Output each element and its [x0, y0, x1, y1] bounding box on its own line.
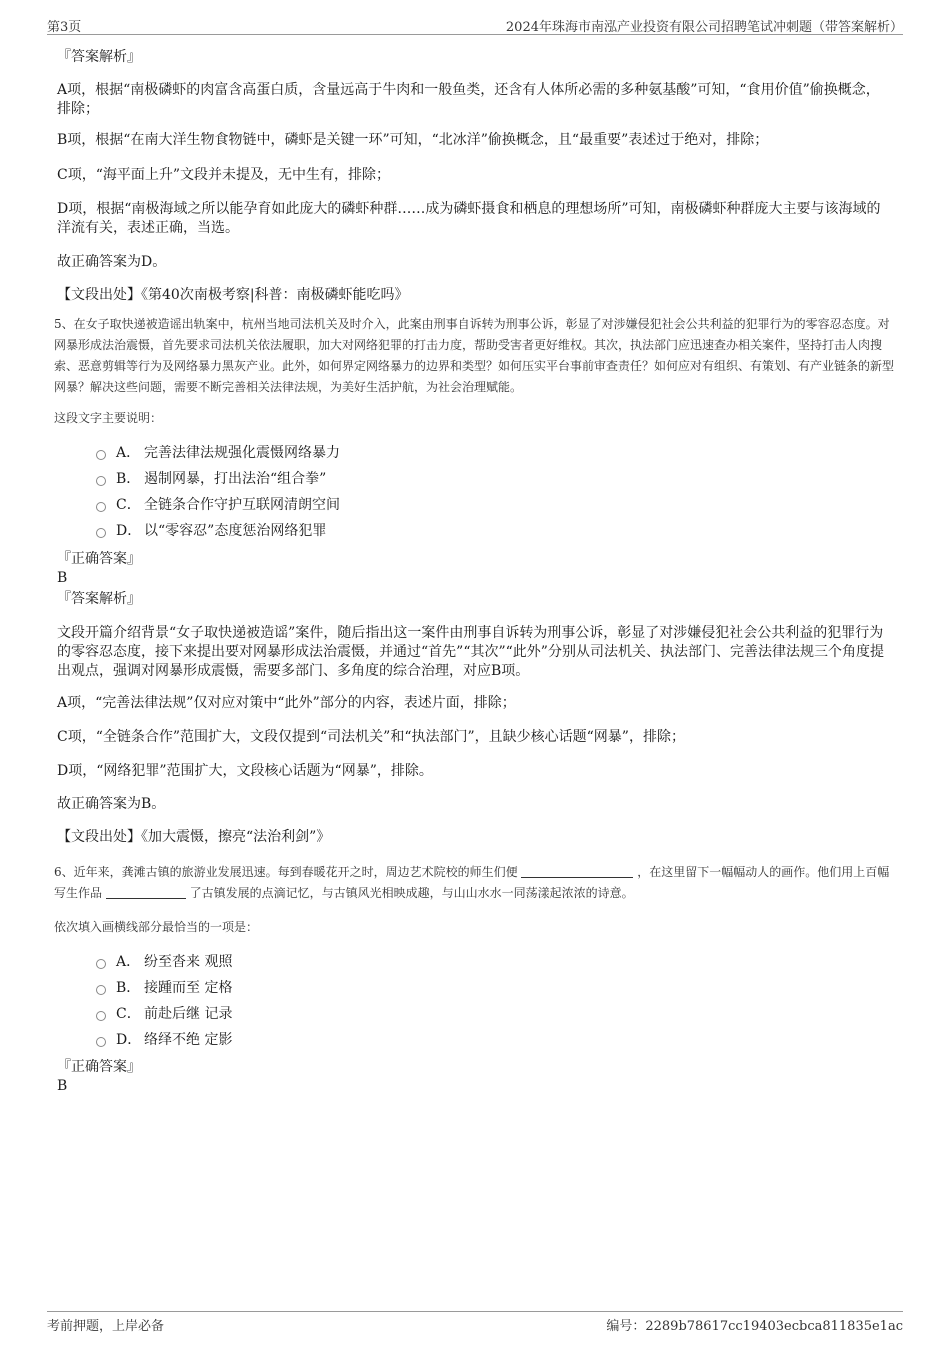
q4-conclusion: 故正确答案为D。	[57, 254, 167, 270]
q4-source: 【文段出处】《第40次南极考察|科普：南极磷虾能吃吗》	[57, 287, 409, 303]
q4-analysis-a: A项，根据“南极磷虾的肉富含高蛋白质，含量远高于牛肉和一般鱼类，还含有人体所必需的多种氨基酸”可知，“食用价值”偷换概念，排除；	[57, 82, 880, 117]
radio-icon[interactable]	[96, 450, 106, 460]
option-text: 络绎不绝 定影	[144, 1032, 233, 1048]
page-footer	[47, 1311, 903, 1336]
option-text: 以“零容忍”态度惩治网络犯罪	[144, 523, 327, 539]
q6-option-b[interactable]	[96, 978, 232, 998]
radio-icon[interactable]	[96, 985, 106, 995]
fill-blank-1	[521, 865, 633, 878]
q4-analysis-d: D项，根据“南极海域之所以能孕育如此庞大的磷虾种群……成为磷虾摄食和栖息的理想场所”可知，南极磷虾种群庞大主要与该海域的洋流有关，表述正确，当选。	[57, 201, 881, 236]
footer-slogan: 考前押题，上岸必备	[47, 1319, 165, 1334]
q4-analysis-b: B项，根据“在南大洋生物食物链中，磷虾是关键一环”可知，“北冰洋”偷换概念，且“最重要”表述过于绝对，排除；	[57, 132, 769, 148]
q6-stem	[54, 862, 896, 904]
option-letter: B．	[116, 980, 141, 996]
q5-analysis-label: 『答案解析』	[57, 591, 141, 607]
option-text: 前赴后继 记录	[144, 1006, 233, 1022]
option-letter: D．	[116, 523, 142, 539]
radio-icon[interactable]	[96, 476, 106, 486]
q6-stem-part2: ，在这里留下一幅幅动人的画作。他们用上百幅写生作品	[54, 865, 890, 900]
q6-correct-label: 『正确答案』	[57, 1059, 141, 1075]
q5-option-c[interactable]	[96, 495, 340, 515]
q4-analysis-label: 『答案解析』	[57, 49, 141, 65]
q6-option-c[interactable]	[96, 1004, 232, 1024]
q5-correct-answer: B	[57, 570, 68, 586]
q5-stem: 5、在女子取快递被造谣出轨案中，杭州当地司法机关及时介入，此案由刑事自诉转为刑事公诉，彰显了对涉嫌侵犯社会公共利益的犯罪行为的零容忍态度。对网暴形成法治震慑，首先要求司法机关依法履职，加大对网络犯罪的打击力度，帮助受害者更好维权。其次，执法部门应迅速查办相关案件，坚持打击人肉搜索、恶意剪辑等行为及网络暴力黑灰产业。此外，如何界定网络暴力的边界和类型？如何压实平台事前审查责任？如何应对有组织、有策划、有产业链条的新型网暴？解决这些问题，需要不断完善相关法律法规，为美好生活护航，为社会治理赋能。	[54, 317, 895, 394]
q6-option-d[interactable]	[96, 1030, 232, 1050]
q4-analysis-c: C项，“海平面上升”文段并未提及，无中生有，排除；	[57, 167, 391, 183]
q6-correct-answer: B	[57, 1078, 68, 1094]
option-text: 遏制网暴，打出法治“组合拳”	[144, 471, 327, 487]
option-letter: A．	[116, 954, 141, 970]
page-number: 第3页	[47, 20, 82, 35]
q5-correct-label: 『正确答案』	[57, 551, 141, 567]
option-text: 纷至沓来 观照	[144, 954, 233, 970]
q6-prompt: 依次填入画横线部分最恰当的一项是：	[54, 920, 259, 934]
q5-prompt: 这段文字主要说明：	[54, 411, 163, 425]
q5-source: 【文段出处】《加大震慑，擦亮“法治利剑”》	[57, 829, 331, 845]
q6-stem-part3: 了古镇发展的点滴记忆，与古镇风光相映成趣，与山山水水一同荡漾起浓浓的诗意。	[189, 886, 634, 900]
document-title: 2024年珠海市南泓产业投资有限公司招聘笔试冲刺题（带答案解析）	[505, 20, 903, 35]
option-letter: A．	[116, 445, 141, 461]
option-letter: C．	[116, 497, 141, 513]
page-header	[47, 14, 903, 35]
q6-stem-part1: 6、近年来，龚滩古镇的旅游业发展迅速。每到春暖花开之时，周边艺术院校的师生们便	[54, 865, 518, 879]
radio-icon[interactable]	[96, 1037, 106, 1047]
q5-option-d[interactable]	[96, 521, 326, 541]
q5-option-b[interactable]	[96, 469, 326, 489]
document-code: 编号：2289b78617cc19403ecbca811835e1ac	[606, 1319, 903, 1334]
radio-icon[interactable]	[96, 959, 106, 969]
option-text: 全链条合作守护互联网清朗空间	[144, 497, 340, 513]
q5-analysis-a: A项，“完善法律法规”仅对应对策中“此外”部分的内容，表述片面，排除；	[57, 695, 516, 711]
option-text: 接踵而至 定格	[144, 980, 233, 996]
q6-option-a[interactable]	[96, 952, 232, 972]
q5-conclusion: 故正确答案为B。	[57, 796, 166, 812]
option-letter: C．	[116, 1006, 141, 1022]
q5-analysis-d: D项，“网络犯罪”范围扩大，文段核心话题为“网暴”，排除。	[57, 763, 433, 779]
radio-icon[interactable]	[96, 502, 106, 512]
option-text: 完善法律法规强化震慑网络暴力	[144, 445, 340, 461]
q5-option-a[interactable]	[96, 443, 340, 463]
radio-icon[interactable]	[96, 1011, 106, 1021]
q5-analysis-main: 文段开篇介绍背景“女子取快递被造谣”案件，随后指出这一案件由刑事自诉转为刑事公诉，彰显了对涉嫌侵犯社会公共利益的犯罪行为的零容忍态度，接下来提出要对网暴形成法治震慑，并通过“首先”“其次”“此外”分别从司法机关、执法部门、完善法律法规三个角度提出观点，强调对网暴形成震慑，需要多部门、多角度的综合治理，对应B项。	[57, 625, 884, 679]
fill-blank-2	[106, 886, 186, 899]
option-letter: B．	[116, 471, 141, 487]
radio-icon[interactable]	[96, 528, 106, 538]
q5-analysis-c: C项，“全链条合作”范围扩大，文段仅提到“司法机关”和“执法部门”，且缺少核心话题“网暴”，排除；	[57, 729, 685, 745]
option-letter: D．	[116, 1032, 142, 1048]
